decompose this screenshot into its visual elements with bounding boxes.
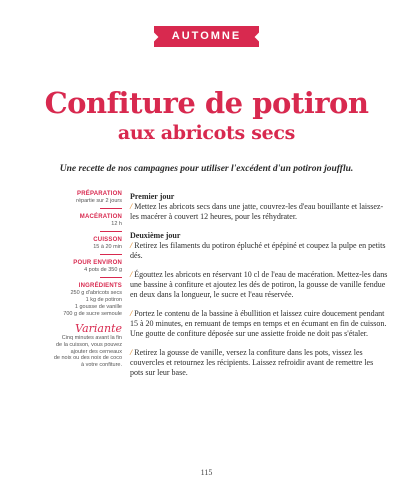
- recipe-steps: [130, 192, 388, 387]
- step-text: Retirez les filaments du potiron épluché et épépiné et coupez la pulpe en petits dés.: [130, 241, 386, 260]
- variante-line: ajouter des cerneaux: [70, 348, 122, 355]
- maceration-block: [28, 213, 122, 232]
- variante-block: [28, 322, 122, 369]
- preparation-block: [28, 190, 122, 209]
- divider: [100, 208, 122, 209]
- variante-line: de la cuisson, vous pouvez: [55, 341, 122, 348]
- pour-label: POUR ENVIRON: [73, 260, 122, 266]
- ingredient-item: 700 g de sucre semoule: [63, 311, 122, 317]
- divider: [100, 277, 122, 278]
- page-number: 115: [200, 468, 213, 477]
- variante-line: Cinq minutes avant la fin: [61, 335, 122, 341]
- maceration-value: 12 h: [111, 221, 122, 227]
- season-header: [0, 26, 413, 47]
- season-badge: AUTOMNE: [154, 26, 259, 47]
- ingredients-block: [28, 282, 122, 318]
- cuisson-label: CUISSON: [93, 237, 122, 243]
- slash-bullet-icon: /: [130, 348, 133, 357]
- slash-bullet-icon: /: [130, 241, 133, 250]
- step-text: Portez le contenu de la bassine à ébullition et laissez cuire doucement pendant 15 à 20 minutes, en remuant de temps en temps et en écumant en fin de cuisson. Une goutte de confiture déposée sur une assiette froide ne doit pas s'étaler.: [130, 309, 387, 338]
- recipe-sidebar: [28, 190, 122, 373]
- slash-bullet-icon: /: [130, 309, 133, 318]
- pour-value: 4 pots de 350 g: [84, 267, 122, 273]
- variante-line: de noix ou des noix de coco: [53, 355, 122, 362]
- recipe-title: Confiture de potiron: [44, 86, 369, 120]
- day2-title: Deuxième jour: [130, 231, 181, 240]
- variante-title: Variante: [75, 322, 122, 335]
- step-paragraph: [130, 202, 388, 222]
- slash-bullet-icon: /: [130, 270, 133, 279]
- ingredient-item: 1 kg de potiron: [85, 297, 122, 303]
- step-text: Mettez les abricots secs dans une jatte, couvrez-les d'eau bouillante et laissez-les macérer à couvert 12 heures, pour les réhydrater.: [130, 202, 384, 221]
- divider: [100, 231, 122, 232]
- ingredients-label: INGRÉDIENTS: [78, 283, 122, 289]
- divider: [100, 254, 122, 255]
- step-paragraph: [130, 348, 388, 378]
- variante-line: à votre confiture.: [81, 362, 122, 369]
- recipe-intro: Une recette de nos campagnes pour utiliser l'excédent d'un potiron joufflu.: [59, 164, 354, 174]
- step-text: Retirez la gousse de vanille, versez la confiture dans les pots, vissez les couvercles et retournez les récipients. Laissez refroidir avant de remettre les pots sur leur base.: [130, 348, 374, 377]
- recipe-subtitle-title: aux abricots secs: [117, 122, 296, 144]
- preparation-label: PRÉPARATION: [77, 191, 122, 197]
- pour-block: [28, 259, 122, 278]
- step-text: Égouttez les abricots en réservant 10 cl de l'eau de macération. Mettez-les dans une bassine à confiture et ajoutez les dés de potiron, la gousse de vanille fendue en deux dans la longueur, le sucre et l'eau réservée.: [130, 270, 388, 299]
- day1-title: Premier jour: [130, 192, 175, 201]
- step-paragraph: [130, 309, 388, 339]
- cuisson-value: 15 à 20 min: [93, 244, 122, 250]
- ingredient-item: 250 g d'abricots secs: [70, 290, 122, 296]
- step-paragraph: [130, 270, 388, 300]
- slash-bullet-icon: /: [130, 202, 133, 211]
- maceration-label: MACÉRATION: [79, 214, 122, 220]
- preparation-value: répartie sur 2 jours: [76, 198, 122, 204]
- ingredient-item: 1 gousse de vanille: [74, 304, 122, 310]
- step-paragraph: [130, 241, 388, 261]
- cuisson-block: [28, 236, 122, 255]
